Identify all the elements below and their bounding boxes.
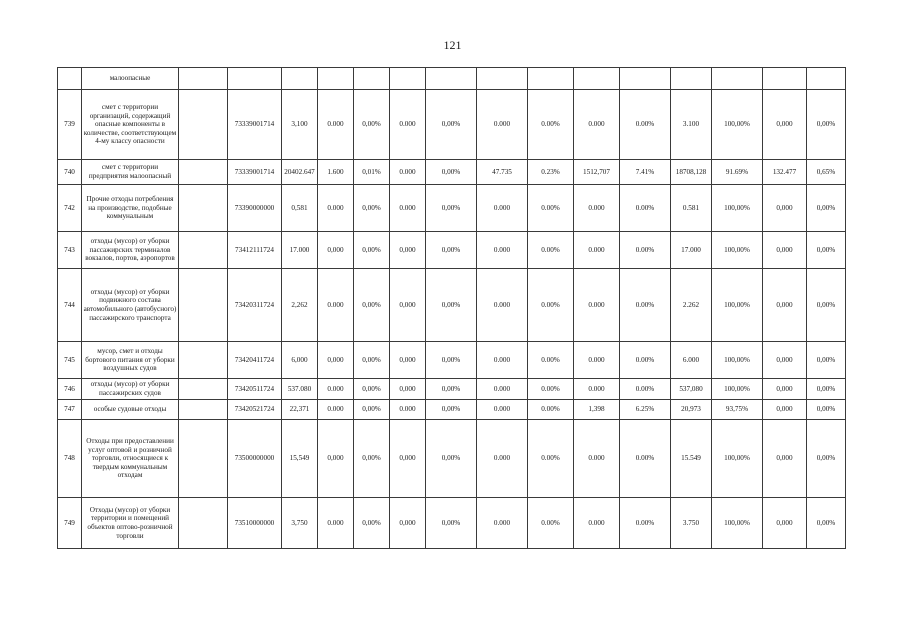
value-cell: 100,00%: [712, 379, 763, 400]
value-cell: 0.000: [477, 269, 528, 342]
value-cell: 1512,707: [574, 160, 620, 185]
value-cell: 0.000: [477, 379, 528, 400]
value-cell: 0.00%: [528, 400, 574, 420]
fkko-code-cell: 73390000000: [228, 185, 282, 232]
value-cell: 100,00%: [712, 90, 763, 160]
waste-name-cell: отходы (мусор) от уборки пассажирских терминалов вокзалов, портов, аэропортов: [82, 232, 179, 269]
value-cell: 0,000: [763, 269, 807, 342]
value-cell: 0,00%: [354, 498, 390, 549]
waste-name-cell: отходы (мусор) от уборки пассажирских судов: [82, 379, 179, 400]
fkko-code-cell: 73339001714: [228, 160, 282, 185]
value-cell: [763, 68, 807, 90]
blank-cell: [179, 498, 228, 549]
row-number-cell: 744: [58, 269, 82, 342]
value-cell: 0,000: [318, 342, 354, 379]
table-row: [58, 269, 846, 342]
value-cell: 3.750: [671, 498, 712, 549]
value-cell: 0,01%: [354, 160, 390, 185]
value-cell: 0,00%: [354, 379, 390, 400]
value-cell: 0,00%: [426, 232, 477, 269]
value-cell: 0.00%: [620, 232, 671, 269]
value-cell: [712, 68, 763, 90]
row-number-cell: 739: [58, 90, 82, 160]
value-cell: 100,00%: [712, 420, 763, 498]
blank-cell: [179, 269, 228, 342]
waste-name-cell: Прочие отходы потребления на производстве, подобные коммунальным: [82, 185, 179, 232]
value-cell: 0.00%: [620, 342, 671, 379]
fkko-code-cell: 73420511724: [228, 379, 282, 400]
value-cell: 0,000: [763, 400, 807, 420]
value-cell: 0.000: [574, 232, 620, 269]
value-cell: 0.000: [390, 90, 426, 160]
value-cell: 0,000: [390, 420, 426, 498]
page-number: 121: [443, 38, 462, 52]
value-cell: 0.000: [390, 400, 426, 420]
table-row: [58, 379, 846, 400]
value-cell: 0,00%: [807, 232, 846, 269]
waste-name-cell: особые судовые отходы: [82, 400, 179, 420]
value-cell: 0,00%: [354, 269, 390, 342]
table-row: [58, 420, 846, 498]
waste-name-cell: смет с территории организаций, содержащий опасные компоненты в количестве, соответствующем 4-му классу опасности: [82, 90, 179, 160]
value-cell: 0,000: [390, 498, 426, 549]
fkko-code-cell: [228, 68, 282, 90]
value-cell: 0.00%: [620, 90, 671, 160]
blank-cell: [179, 68, 228, 90]
value-cell: 0,00%: [807, 342, 846, 379]
value-cell: 0,00%: [807, 269, 846, 342]
value-cell: 0,00%: [807, 420, 846, 498]
value-cell: 0.000: [477, 232, 528, 269]
table-row: [58, 342, 846, 379]
value-cell: [671, 68, 712, 90]
waste-name-cell: малоопасные: [82, 68, 179, 90]
value-cell: 0,00%: [354, 420, 390, 498]
row-number-cell: 742: [58, 185, 82, 232]
blank-cell: [179, 160, 228, 185]
value-cell: [390, 68, 426, 90]
value-cell: 100,00%: [712, 342, 763, 379]
row-number-cell: 745: [58, 342, 82, 379]
blank-cell: [179, 90, 228, 160]
value-cell: 0.000: [477, 400, 528, 420]
row-number-cell: 749: [58, 498, 82, 549]
value-cell: 0,65%: [807, 160, 846, 185]
value-cell: 0,00%: [426, 420, 477, 498]
value-cell: 100,00%: [712, 232, 763, 269]
value-cell: 0,000: [763, 379, 807, 400]
value-cell: 3,100: [282, 90, 318, 160]
value-cell: 0.000: [477, 185, 528, 232]
value-cell: [426, 68, 477, 90]
fkko-code-cell: 73339001714: [228, 90, 282, 160]
value-cell: 20,973: [671, 400, 712, 420]
value-cell: 0.000: [318, 185, 354, 232]
fkko-code-cell: 73500000000: [228, 420, 282, 498]
value-cell: 6,000: [282, 342, 318, 379]
value-cell: 0.000: [390, 185, 426, 232]
value-cell: 0,00%: [807, 498, 846, 549]
value-cell: 0,000: [318, 232, 354, 269]
row-number-cell: 747: [58, 400, 82, 420]
value-cell: 0,00%: [426, 498, 477, 549]
value-cell: 0,00%: [426, 185, 477, 232]
value-cell: 0.000: [477, 90, 528, 160]
value-cell: 0,00%: [807, 185, 846, 232]
value-cell: 0,00%: [354, 400, 390, 420]
value-cell: 0.00%: [620, 379, 671, 400]
waste-name-cell: отходы (мусор) от уборки подвижного состава автомобильного (автобусного) пассажирского транспорта: [82, 269, 179, 342]
value-cell: 132.477: [763, 160, 807, 185]
value-cell: 0,00%: [426, 269, 477, 342]
blank-cell: [179, 379, 228, 400]
value-cell: 537,080: [671, 379, 712, 400]
value-cell: 0.23%: [528, 160, 574, 185]
value-cell: 0.581: [671, 185, 712, 232]
value-cell: 0.000: [574, 420, 620, 498]
value-cell: 0,00%: [426, 160, 477, 185]
row-number-cell: 748: [58, 420, 82, 498]
blank-cell: [179, 185, 228, 232]
value-cell: 0.000: [477, 420, 528, 498]
value-cell: 0.000: [318, 90, 354, 160]
value-cell: 3.100: [671, 90, 712, 160]
row-number-cell: 743: [58, 232, 82, 269]
table-row: [58, 498, 846, 549]
value-cell: 47.735: [477, 160, 528, 185]
value-cell: 0,000: [763, 232, 807, 269]
blank-cell: [179, 342, 228, 379]
value-cell: 0.00%: [620, 269, 671, 342]
value-cell: 0.00%: [528, 420, 574, 498]
value-cell: 0.000: [318, 379, 354, 400]
value-cell: [318, 68, 354, 90]
blank-cell: [179, 400, 228, 420]
value-cell: 93,75%: [712, 400, 763, 420]
fkko-code-cell: 73412111724: [228, 232, 282, 269]
value-cell: 0,00%: [354, 232, 390, 269]
value-cell: 0,00%: [426, 379, 477, 400]
value-cell: 0,00%: [807, 379, 846, 400]
value-cell: 0.00%: [528, 90, 574, 160]
fkko-code-cell: 73510000000: [228, 498, 282, 549]
value-cell: 17.000: [282, 232, 318, 269]
waste-name-cell: смет с территории предприятия малоопасный: [82, 160, 179, 185]
value-cell: 91.69%: [712, 160, 763, 185]
value-cell: 0.00%: [528, 379, 574, 400]
fkko-code-cell: 73420311724: [228, 269, 282, 342]
value-cell: 0.000: [574, 269, 620, 342]
waste-name-cell: Отходы при предоставлении услуг оптовой и розничной торговли, относящиеся к твердым коммунальным отходам: [82, 420, 179, 498]
value-cell: 1.600: [318, 160, 354, 185]
value-cell: 0,00%: [807, 90, 846, 160]
value-cell: 15,549: [282, 420, 318, 498]
value-cell: 0,000: [763, 420, 807, 498]
value-cell: [807, 68, 846, 90]
value-cell: 2,262: [282, 269, 318, 342]
value-cell: [354, 68, 390, 90]
value-cell: 100,00%: [712, 185, 763, 232]
value-cell: 7.41%: [620, 160, 671, 185]
value-cell: 0.000: [477, 498, 528, 549]
row-number-cell: 740: [58, 160, 82, 185]
waste-name-cell: мусор, смет и отходы бортового питания от уборки воздушных судов: [82, 342, 179, 379]
value-cell: 0,581: [282, 185, 318, 232]
value-cell: 0.000: [318, 498, 354, 549]
value-cell: 100,00%: [712, 498, 763, 549]
value-cell: 0,000: [763, 185, 807, 232]
value-cell: 0.000: [574, 342, 620, 379]
value-cell: 0.00%: [528, 185, 574, 232]
table-row: [58, 90, 846, 160]
fkko-code-cell: 73420521724: [228, 400, 282, 420]
value-cell: 0,00%: [807, 400, 846, 420]
value-cell: 0,00%: [354, 185, 390, 232]
value-cell: 3,750: [282, 498, 318, 549]
table-row: [58, 232, 846, 269]
value-cell: 0.000: [318, 269, 354, 342]
value-cell: 0,000: [390, 379, 426, 400]
value-cell: 0.00%: [620, 420, 671, 498]
value-cell: 0.000: [390, 160, 426, 185]
value-cell: 6.000: [671, 342, 712, 379]
value-cell: 0.000: [318, 400, 354, 420]
value-cell: 0,00%: [354, 90, 390, 160]
value-cell: 0.00%: [528, 498, 574, 549]
value-cell: 0,000: [763, 342, 807, 379]
table-row: [58, 400, 846, 420]
value-cell: 0,000: [318, 420, 354, 498]
value-cell: 0,00%: [354, 342, 390, 379]
value-cell: 0.000: [574, 379, 620, 400]
value-cell: 537.080: [282, 379, 318, 400]
fkko-code-cell: 73420411724: [228, 342, 282, 379]
value-cell: 0.00%: [620, 498, 671, 549]
value-cell: 0,000: [763, 90, 807, 160]
value-cell: 0.00%: [528, 342, 574, 379]
value-cell: 0.00%: [620, 185, 671, 232]
value-cell: [477, 68, 528, 90]
value-cell: 0,00%: [426, 90, 477, 160]
blank-cell: [179, 232, 228, 269]
value-cell: 18708,128: [671, 160, 712, 185]
value-cell: 17.000: [671, 232, 712, 269]
value-cell: 0.000: [477, 342, 528, 379]
waste-name-cell: Отходы (мусор) от уборки территории и помещений объектов оптово-розничной торговли: [82, 498, 179, 549]
value-cell: 1,398: [574, 400, 620, 420]
value-cell: 0.000: [574, 498, 620, 549]
row-number-cell: 746: [58, 379, 82, 400]
value-cell: 15.549: [671, 420, 712, 498]
value-cell: [574, 68, 620, 90]
blank-cell: [179, 420, 228, 498]
value-cell: 0,000: [390, 232, 426, 269]
table-row: [58, 160, 846, 185]
table-row: [58, 68, 846, 90]
value-cell: 100,00%: [712, 269, 763, 342]
value-cell: 0,000: [390, 342, 426, 379]
value-cell: [282, 68, 318, 90]
value-cell: 2.262: [671, 269, 712, 342]
value-cell: [620, 68, 671, 90]
table-row: [58, 185, 846, 232]
value-cell: 0.000: [574, 90, 620, 160]
value-cell: 22,371: [282, 400, 318, 420]
value-cell: 0,00%: [426, 400, 477, 420]
value-cell: 0,000: [390, 269, 426, 342]
value-cell: 6.25%: [620, 400, 671, 420]
value-cell: 20402.647: [282, 160, 318, 185]
value-cell: [528, 68, 574, 90]
row-number-cell: [58, 68, 82, 90]
waste-table: [57, 67, 846, 549]
value-cell: 0,000: [763, 498, 807, 549]
value-cell: 0.000: [574, 185, 620, 232]
value-cell: 0,00%: [426, 342, 477, 379]
value-cell: 0.00%: [528, 232, 574, 269]
value-cell: 0.00%: [528, 269, 574, 342]
